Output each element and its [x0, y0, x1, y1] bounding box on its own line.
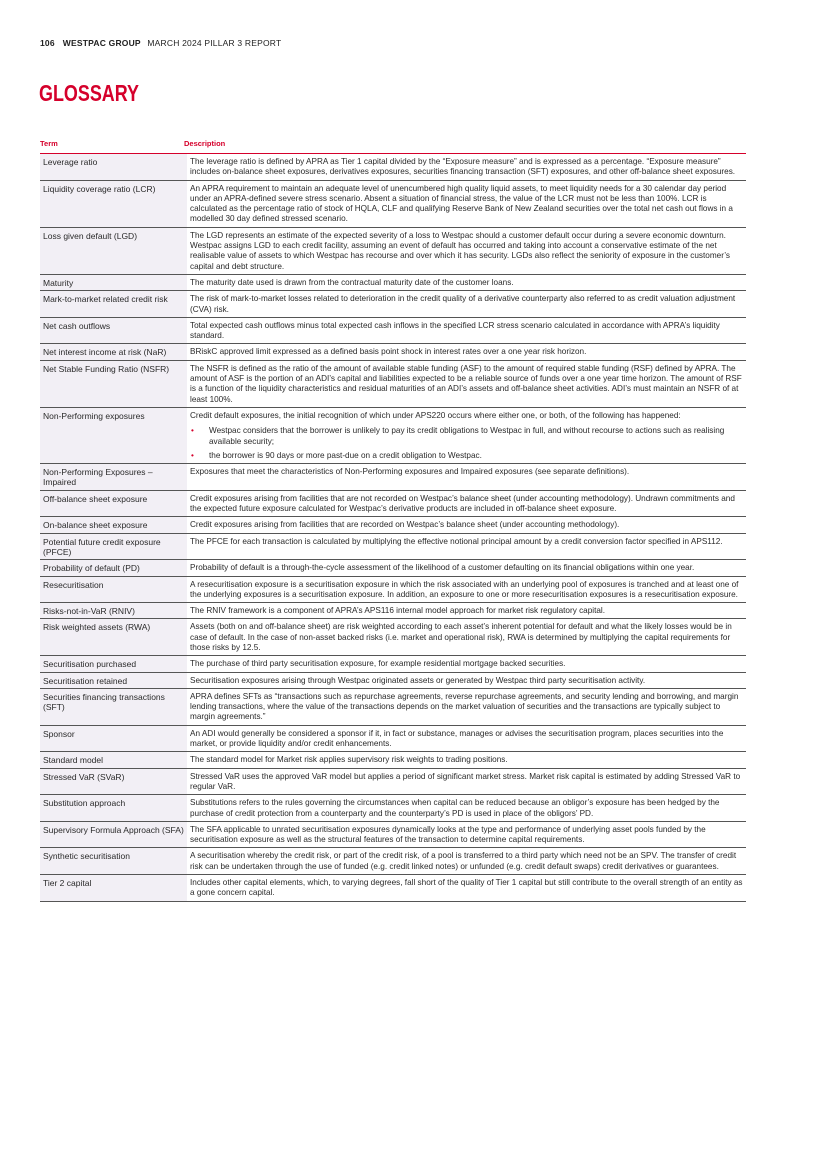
glossary-table [40, 138, 746, 902]
term-cell: Risks-not-in-VaR (RNIV) [40, 603, 187, 618]
description-cell [187, 408, 746, 463]
table-row [40, 491, 746, 518]
description-cell [187, 656, 746, 671]
description-text: BRiskC approved limit expressed as a defined basis point shock in interest rates over a one year risk horizon. [190, 347, 587, 357]
term-cell: Securities financing transactions (SFT) [40, 689, 187, 725]
description-cell [187, 491, 746, 517]
table-row [40, 875, 746, 902]
bullet-text: Westpac considers that the borrower is unlikely to pay its credit obligations to Westpac in full, and without recourse to actions such as realising available security; [209, 426, 725, 446]
table-row [40, 464, 746, 491]
term-cell: Securitisation purchased [40, 656, 187, 671]
description-cell [187, 822, 746, 848]
table-row [40, 619, 746, 656]
description-text: The NSFR is defined as the ratio of the amount of available stable funding (ASF) to the amount of required stable funding (RSF) defined by APRA. The amount of ASF is the portion of an ADI’s capital and liabilities expected to be a reliable source of funds over a one year time horizon. The amount of RSF is a function of the liquidity characteristics and residual maturities of an ADI’s assets and off-balance sheet activities. ADI’s must maintain an NSFR of at least 100%. [190, 363, 742, 404]
description-cell [187, 769, 746, 795]
description-text: Credit exposures arising from facilities that are recorded on Westpac’s balance sheet (under accounting methodology). [190, 520, 620, 530]
table-row [40, 517, 746, 533]
table-row [40, 560, 746, 576]
term-cell: Maturity [40, 275, 187, 290]
description-text: Includes other capital elements, which, to varying degrees, fall short of the quality of Tier 1 capital but still contribute to the overall strength of an entity as a gone concern capital. [190, 878, 743, 898]
description-cell [187, 752, 746, 767]
description-cell [187, 464, 746, 490]
term-cell: Non-Performing Exposures – Impaired [40, 464, 187, 490]
description-text: The SFA applicable to unrated securitisation exposures dynamically looks at the type and performance of underlying asset pools funded by the securitisation exposure as well as the structural features of the transaction to determine capital requirements. [190, 824, 706, 845]
description-cell [187, 318, 746, 344]
bullet-list [190, 426, 744, 461]
table-row [40, 848, 746, 875]
description-text: Credit exposures arising from facilities that are not recorded on Westpac’s balance sheet (under accounting methodology). Undrawn commitments and the expected future exposure calculated for Westpac’s derivative products are included in off-balance sheet exposure. [190, 493, 735, 514]
description-cell [187, 181, 746, 227]
table-row [40, 795, 746, 822]
description-text: The PFCE for each transaction is calculated by multiplying the effective notional principal amount by a credit conversion factor specified in APS112. [190, 536, 723, 546]
table-body [40, 154, 746, 902]
page-header [40, 38, 281, 48]
bullet-icon: • [191, 426, 194, 436]
bullet-item [190, 451, 744, 461]
description-cell [187, 344, 746, 359]
description-text: APRA defines SFTs as “transactions such as repurchase agreements, reverse repurchase agreements, and security lending and borrowing, and margin lending transactions, where the value of the transactions depends on the market valuation of securities and the transactions are typically subject to margin agreements.” [190, 691, 739, 722]
term-cell: Net cash outflows [40, 318, 187, 344]
table-row [40, 154, 746, 181]
page-number: 106 [40, 38, 55, 48]
description-cell [187, 875, 746, 901]
table-row [40, 577, 746, 604]
description-text: Assets (both on and off-balance sheet) are risk weighted according to each asset’s inherent potential for default and what the likely losses would be in case of default. In the case of non-asset backed risks (i.e. market and operational risk), RWA is determined by multiplying the capital requirements for those risks by 12.5. [190, 622, 732, 652]
description-text: Substitutions refers to the rules governing the circumstances when capital can be reduced because an obligor’s exposure has been hedged by the purchase of credit protection from a counterparty and the counterparty’s PD is used in place of the obligors’ PD. [190, 798, 720, 818]
description-cell [187, 726, 746, 752]
table-row [40, 291, 746, 318]
term-cell: Substitution approach [40, 795, 187, 821]
column-header-term: Term [40, 139, 58, 148]
description-text: Stressed VaR uses the approved VaR model but applies a period of significant market stress. Market risk capital is estimated by adding Stressed VaR to regular VaR. [190, 771, 741, 791]
term-cell: Net Stable Funding Ratio (NSFR) [40, 361, 187, 407]
description-text: An ADI would generally be considered a sponsor if it, in fact or substance, manages or advises the securitisation program, places securities into the market, or provide liquidity and/or credit enhancements. [190, 728, 724, 749]
table-row [40, 181, 746, 228]
table-row [40, 344, 746, 360]
table-row [40, 603, 746, 619]
term-cell: Mark-to-market related credit risk [40, 291, 187, 317]
report-name: MARCH 2024 PILLAR 3 REPORT [147, 38, 282, 48]
table-row [40, 689, 746, 726]
description-text: Credit default exposures, the initial recognition of which under APS220 occurs where either one, or both, of the following has happened: [190, 410, 681, 420]
description-cell [187, 673, 746, 688]
description-cell [187, 619, 746, 655]
term-cell: Liquidity coverage ratio (LCR) [40, 181, 187, 227]
term-cell: On-balance sheet exposure [40, 517, 187, 532]
table-row [40, 534, 746, 561]
table-row [40, 752, 746, 768]
description-cell [187, 154, 746, 180]
term-cell: Tier 2 capital [40, 875, 187, 901]
term-cell: Probability of default (PD) [40, 560, 187, 575]
term-cell: Non-Performing exposures [40, 408, 187, 463]
description-text: The maturity date used is drawn from the contractual maturity date of the customer loans. [190, 277, 514, 287]
table-row [40, 408, 746, 464]
table-row [40, 673, 746, 689]
table-row [40, 318, 746, 345]
table-row [40, 656, 746, 672]
term-cell: Off-balance sheet exposure [40, 491, 187, 517]
term-cell: Loss given default (LGD) [40, 228, 187, 274]
bullet-item [190, 426, 744, 447]
description-cell [187, 275, 746, 290]
description-cell [187, 228, 746, 274]
description-cell [187, 517, 746, 532]
page-title: GLOSSARY [39, 80, 140, 106]
description-text: Exposures that meet the characteristics of Non-Performing exposures and Impaired exposures (see separate definitions). [190, 467, 630, 477]
term-cell: Net interest income at risk (NaR) [40, 344, 187, 359]
term-cell: Risk weighted assets (RWA) [40, 619, 187, 655]
bullet-text: the borrower is 90 days or more past-due on a credit obligation to Westpac. [209, 450, 482, 460]
term-cell: Leverage ratio [40, 154, 187, 180]
group-name: WESTPAC GROUP [62, 38, 141, 48]
description-text: An APRA requirement to maintain an adequate level of unencumbered high quality liquid assets, to meet liquidity needs for a 30 calendar day period under an APRA-defined severe stress scenario. Absent a situation of financial stress, the value of the LCR must not be less than 100%. LCR is calculated as the percentage ratio of stock of HQLA, CLF and qualifying Reserve Bank of New Zealand securities over the total net cash out flows in a modelled 30 day defined stressed scenario. [190, 183, 733, 224]
table-row [40, 228, 746, 275]
column-header-description: Description [184, 139, 226, 148]
table-row [40, 822, 746, 849]
term-cell: Resecuritisation [40, 577, 187, 603]
description-cell [187, 603, 746, 618]
description-cell [187, 689, 746, 725]
description-text: Probability of default is a through-the-cycle assessment of the likelihood of a customer defaulting on its financial obligations within one year. [190, 563, 695, 573]
term-cell: Sponsor [40, 726, 187, 752]
description-text: Securitisation exposures arising through Westpac originated assets or generated by Westpac third party securitisation activity. [190, 675, 646, 685]
table-header [40, 138, 746, 154]
term-cell: Stressed VaR (SVaR) [40, 769, 187, 795]
table-row [40, 275, 746, 291]
table-row [40, 769, 746, 796]
description-cell [187, 361, 746, 407]
description-cell [187, 560, 746, 575]
term-cell: Supervisory Formula Approach (SFA) [40, 822, 187, 848]
description-cell [187, 577, 746, 603]
description-cell [187, 795, 746, 821]
term-cell: Standard model [40, 752, 187, 767]
description-text: The LGD represents an estimate of the expected severity of a loss to Westpac should a customer default occur during a severe economic downturn. Westpac assigns LGD to each credit facility, assuming an event of default has occurred and taking into account a conservative estimate of the net realisable value of assets to which Westpac has recourse and over which it has security. LGDs also reflect the seniority of exposure in the customer’s capital and debt structure. [190, 230, 731, 271]
description-text: The standard model for Market risk applies supervisory risk weights to trading positions. [190, 755, 508, 765]
term-cell: Synthetic securitisation [40, 848, 187, 874]
description-text: A resecuritisation exposure is a securitisation exposure in which the risk associated with an underlying pool of exposures is tranched and at least one of the underlying exposures is a securitisation exposure. In addition, an exposure to one or more resecuritisation exposures is a resecuritisation exposure. [190, 579, 739, 599]
bullet-icon: • [191, 450, 194, 460]
description-cell [187, 291, 746, 317]
table-row [40, 726, 746, 753]
term-cell: Potential future credit exposure (PFCE) [40, 534, 187, 560]
description-text: A securitisation whereby the credit risk, or part of the credit risk, of a pool is transferred to a third party which need not be an SPV. The transfer of credit risk can be undertaken through the use of funded (e.g. credit linked notes) or unfunded (e.g. credit default swaps) credit derivatives or guarantees. [190, 851, 737, 871]
description-text: Total expected cash outflows minus total expected cash inflows in the specified LCR stress scenario calculated in accordance with APRA’s liquidity standard. [190, 320, 720, 341]
description-text: The RNIV framework is a component of APRA’s APS116 internal model approach for market risk regulatory capital. [190, 606, 606, 616]
term-cell: Securitisation retained [40, 673, 187, 688]
description-text: The leverage ratio is defined by APRA as Tier 1 capital divided by the “Exposure measure” and is expressed as a percentage. “Exposure measure” includes on-balance sheet exposures, derivatives exposures, securities financing transaction (SFT) exposures, and other off-balance sheet exposures. [190, 157, 736, 177]
description-text: The risk of mark-to-market losses related to deterioration in the credit quality of a derivative counterparty also referred to as credit valuation adjustment (CVA) risk. [190, 294, 736, 314]
description-cell [187, 848, 746, 874]
description-text: The purchase of third party securitisation exposure, for example residential mortgage backed securities. [190, 659, 566, 669]
description-cell [187, 534, 746, 560]
table-row [40, 361, 746, 408]
